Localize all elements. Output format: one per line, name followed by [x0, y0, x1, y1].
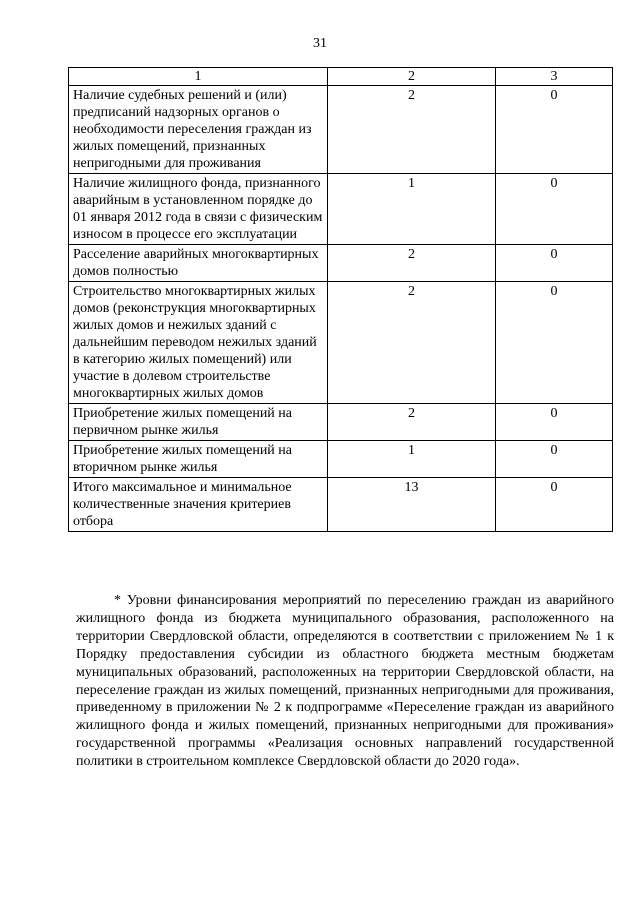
table-row	[69, 441, 613, 478]
min-value-cell: 0	[496, 404, 613, 441]
header-col-1: 1	[69, 68, 328, 86]
criterion-cell: Итого максимальное и минимальное количественные значения критериев отбора	[69, 478, 328, 532]
table-row	[69, 404, 613, 441]
header-col-3: 3	[496, 68, 613, 86]
table-row-total	[69, 478, 613, 532]
table-row	[69, 174, 613, 245]
max-value-cell: 1	[328, 441, 496, 478]
max-value-cell: 2	[328, 245, 496, 282]
min-value-cell: 0	[496, 282, 613, 404]
header-col-2: 2	[328, 68, 496, 86]
footnote-text: * Уровни финансирования мероприятий по переселению граждан из аварийного жилищного фонда из бюджета муниципального образования, расположенного на территории Свердловской области, определяются в соответствии с приложением № 1 к Порядку предоставления субсидии из областного бюджета местным бюджетам муниципальных образований, расположенных на территории Свердловской области, на переселение граждан из жилых помещений, признанных непригодными для проживания, приведенному в приложении № 2 к подпрограмме «Переселение граждан из аварийного жилищного фонда и жилых помещений, признанных непригодными для проживания» государственной программы «Реализация основных направлений государственной политики в строительном комплексе Свердловской области до 2020 года».	[76, 593, 614, 770]
criterion-cell: Наличие судебных решений и (или) предписаний надзорных органов о необходимости переселения граждан из жилых помещений, признанных непригодными для проживания	[69, 86, 328, 174]
criterion-cell: Строительство многоквартирных жилых домов (реконструкция многоквартирных жилых домов и нежилых зданий с дальнейшим переводом нежилых зданий в категорию жилых помещений) или участие в долевом строительстве многоквартирных жилых домов	[69, 282, 328, 404]
table-row	[69, 245, 613, 282]
min-value-cell: 0	[496, 86, 613, 174]
max-value-cell: 2	[328, 86, 496, 174]
criterion-cell: Наличие жилищного фонда, признанного аварийным в установленном порядке до 01 января 2012 года в связи с физическим износом в процессе его эксплуатации	[69, 174, 328, 245]
criterion-cell: Приобретение жилых помещений на вторичном рынке жилья	[69, 441, 328, 478]
page-number: 31	[313, 36, 327, 51]
criterion-cell: Расселение аварийных многоквартирных домов полностью	[69, 245, 328, 282]
max-value-cell: 2	[328, 404, 496, 441]
max-value-cell: 2	[328, 282, 496, 404]
table-row	[69, 86, 613, 174]
table-header-row	[69, 68, 613, 86]
max-value-cell: 13	[328, 478, 496, 532]
min-value-cell: 0	[496, 245, 613, 282]
min-value-cell: 0	[496, 478, 613, 532]
table-row	[69, 282, 613, 404]
min-value-cell: 0	[496, 174, 613, 245]
criteria-table	[68, 67, 613, 532]
criterion-cell: Приобретение жилых помещений на первичном рынке жилья	[69, 404, 328, 441]
min-value-cell: 0	[496, 441, 613, 478]
max-value-cell: 1	[328, 174, 496, 245]
